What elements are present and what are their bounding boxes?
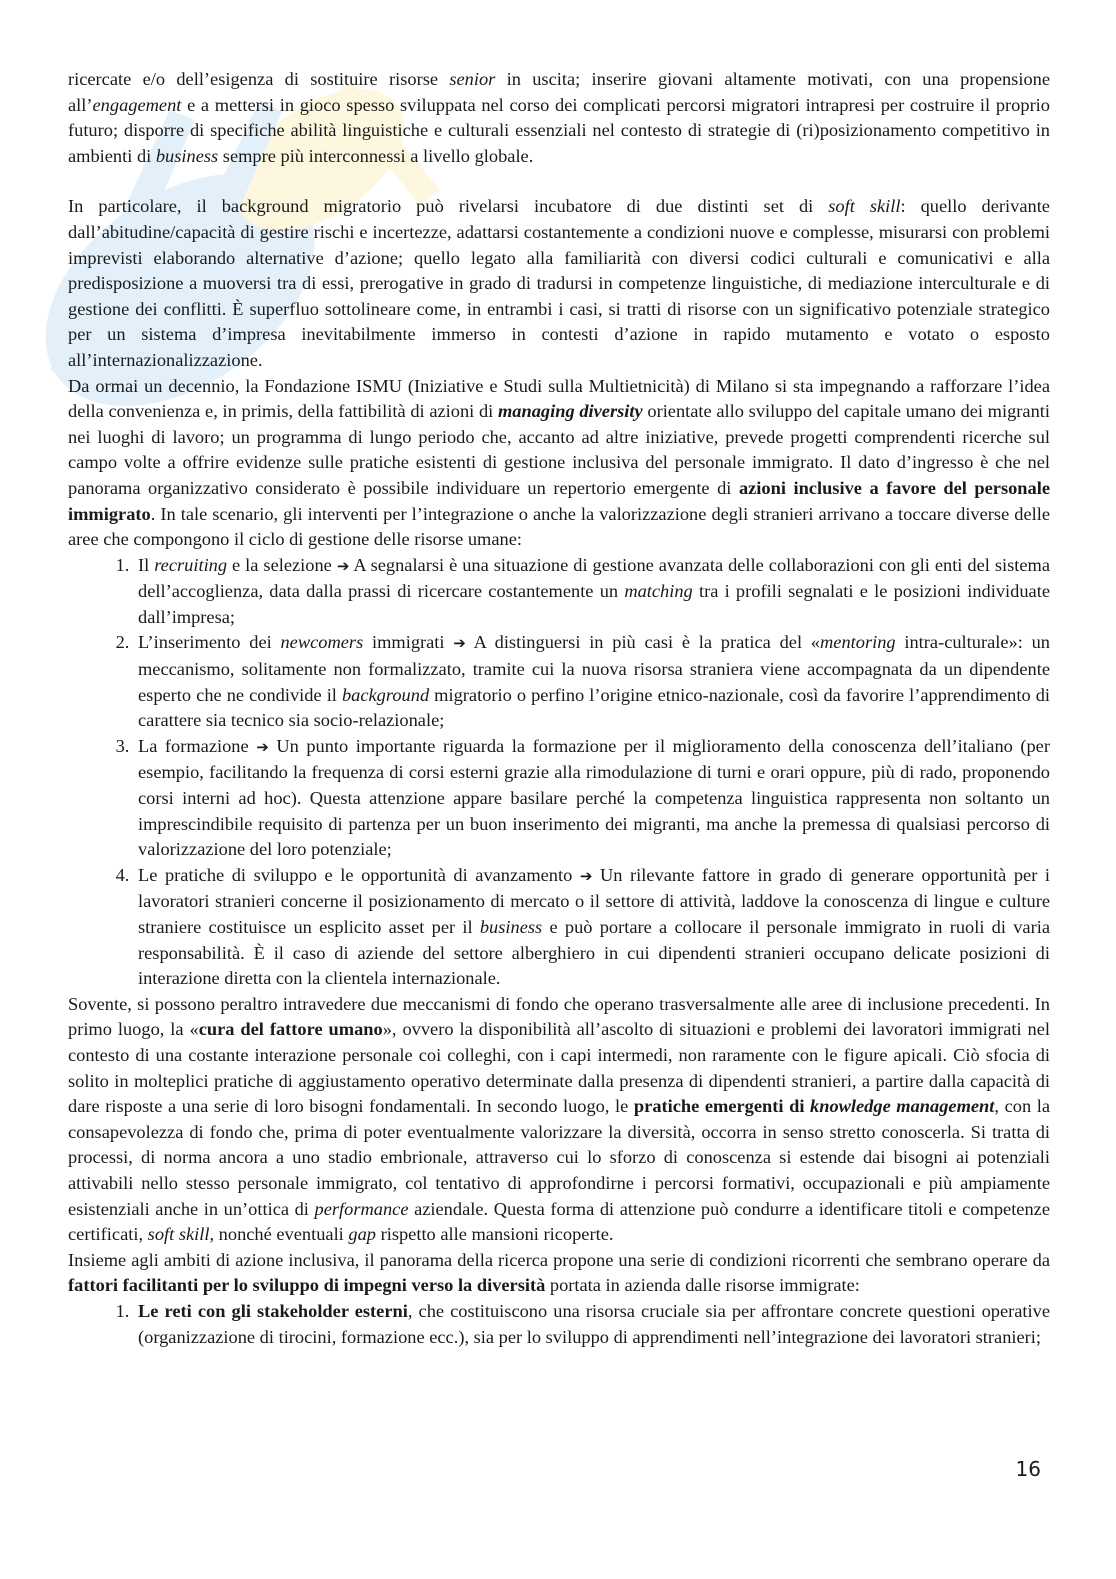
arrow-right-icon: ➔ — [336, 556, 350, 575]
arrow-right-icon: ➔ — [453, 634, 466, 653]
text-run: Da ormai un decennio, la Fondazione ISMU (Iniziative e Studi sulla Multietnicità) di Milano si sta impegnando a rafforzare l’idea della convenienza e, in primis, della fattibilità di azioni di — [68, 375, 1050, 422]
bold-term: cura del fattore umano — [198, 1019, 383, 1040]
italic-term: soft skill — [828, 196, 901, 217]
list-item: 4. Le pratiche di sviluppo e le opportunità di avanzamento ➔ Un rilevante fattore in grado di generare opportunità per i lavoratori stranieri concerne il posizionamento di mercato o il settore di attività, laddove la conoscenza di lingue e culture straniere costituisce un esplicito asset per il business e può portare a collocare il personale immigrato in ruoli di varia responsabilità. È il caso di aziende del settore alberghiero in cui dipendenti stranieri occupano delicate posizioni di interazione diretta con la clientela internazionale. — [134, 863, 1050, 992]
text-run: . In tale scenario, gli interventi per l’integrazione o anche la valorizzazione degli stranieri arrivano a toccare diverse delle aree che compongono il ciclo di gestione delle risorse umane: — [68, 503, 1050, 550]
facilitating-factors-list — [68, 1299, 1050, 1350]
hr-areas-list — [68, 553, 1050, 992]
text-run: orientate allo sviluppo del capitale umano dei migranti nei luoghi di lavoro; un programma di lungo periodo che, accanto ad altre iniziative, prevede progetti comprendenti ricerche sul campo volte a offrire evidenze sulle pratiche esistenti di gestione inclusiva del personale immigrato. Il dato d’ingresso è che nel panorama organizzativo considerato è possibile individuare un repertorio emergente di — [68, 401, 1050, 498]
italic-term: background — [341, 684, 430, 705]
page-content — [68, 67, 1050, 1350]
italic-term: newcomers — [280, 632, 364, 653]
paragraph-3 — [68, 374, 1050, 553]
italic-term: senior — [449, 69, 496, 89]
bold-italic-term: knowledge management — [810, 1096, 995, 1117]
italic-term: performance — [314, 1198, 409, 1219]
bold-term: azioni inclusive a favore del personale immigrato — [68, 477, 1050, 524]
bold-italic-term: managing diversity — [497, 401, 643, 422]
text-run: : quello derivante dall’abitudine/capacità di gestire rischi e incertezze, adattarsi costantemente a condizioni nuove e complesse, misurarsi con problemi imprevisti elaborando alternative d’azione; quello legato alla familiarità con diversi codici culturali e comunicativi e alla predisposizione a muoversi tra di essi, prerogative in grado di tradursi in competenze linguistiche, di mediazione interculturale e di gestione dei conflitti. È superfluo sottolineare come, in entrambi i casi, si tratti di risorse con un significativo potenziale strategico per un sistema d’impresa inevitabilmente immerso in contesti d’azione in rapido mutamento e votato o esposto all’internazionalizzazione. — [68, 196, 1050, 370]
text-run: ricercate e/o dell’esigenza di sostituire risorse — [68, 69, 450, 89]
text-run: e a mettersi in gioco spesso sviluppata nel corso dei complicati percorsi migratori intrapresi per costruire il proprio futuro; disporre di specifiche abilità linguistiche e culturali essenziali nel contesto di strategie di (ri)posizionamento competitivo in ambienti di — [68, 94, 1050, 166]
arrow-right-icon: ➔ — [579, 866, 593, 885]
italic-term: mentoring — [820, 632, 896, 653]
italic-term: gap — [348, 1224, 376, 1245]
list-item: 1. Il recruiting e la selezione ➔ A segnalarsi è una situazione di gestione avanzata delle collaborazioni con gli enti del sistema dell’accoglienza, data dalla prassi di ricercare costantemente un matching tra i profili segnalati e le posizioni individuate dall’impresa; — [134, 553, 1050, 631]
italic-term: engagement — [92, 94, 182, 115]
paragraph-spacer — [68, 169, 1050, 194]
text-run: sempre più interconnessi a livello globale. — [218, 145, 534, 166]
list-item: 2. L’inserimento dei newcomers immigrati ➔ A distinguersi in più casi è la pratica del «mentoring intra-culturale»: un meccanismo, solitamente non formalizzato, tramite cui la nuova risorsa straniera viene accompagnata da un dipendente esperto che ne condivide il background migratorio o perfino l’origine etnico-nazionale, così da favorire l’apprendimento di carattere sia tecnico sia socio-relazionale; — [134, 630, 1050, 733]
list-item: 1. Le reti con gli stakeholder esterni, che costituiscono una risorsa cruciale sia per affrontare concrete questioni operative (organizzazione di tirocini, formazione ecc.), sia per lo sviluppo di apprendimenti nell’integrazione dei lavoratori stranieri; — [134, 1299, 1050, 1350]
list-item: 3. La formazione ➔ Un punto importante riguarda la formazione per il miglioramento della conoscenza dell’italiano (per esempio, facilitando la frequenza di corsi esterni grazie alla rimodulazione di turni e orari oppure, più di rado, proponendo corsi interni ad hoc). Questa attenzione appare basilare perché la competenza linguistica rappresenta non soltanto un imprescindibile requisito di partenza per un buon inserimento dei migranti, ma anche la premessa di qualsiasi percorso di valorizzazione del loro potenziale; — [134, 734, 1050, 863]
italic-term: matching — [624, 581, 693, 602]
bold-term: pratiche emergenti di — [633, 1096, 811, 1117]
page-number: 16 — [1015, 1457, 1041, 1481]
bold-term: fattori facilitanti per lo sviluppo di impegni verso la diversità — [68, 1275, 546, 1296]
italic-term: recruiting — [154, 554, 228, 575]
bold-term: Le reti con gli stakeholder esterni — [138, 1300, 408, 1321]
text-run: in uscita; inserire giovani altamente motivati, con una propensione all’ — [68, 69, 1050, 115]
paragraph-5: Insieme agli ambiti di azione inclusiva, il panorama della ricerca propone una serie di condizioni ricorrenti che sembrano operare da fattori facilitanti per lo sviluppo di impegni verso la diversità portata in azienda dalle risorse immigrate: — [68, 1249, 1050, 1296]
text-run: In particolare, il background migratorio può rivelarsi incubatore di due distinti set di — [68, 196, 829, 217]
paragraph-4: Sovente, si possono peraltro intravedere due meccanismi di fondo che operano trasversalmente alle aree di inclusione precedenti. In primo luogo, la «cura del fattore umano», ovvero la disponibilità all’ascolto di situazioni e problemi dei lavoratori immigrati nel contesto di una costante interazione personale coi colleghi, con i capi intermedi, non raramente con le figure apicali. Ciò sfocia di solito in molteplici pratiche di aggiustamento operativo determinate dalla presenza di dipendenti stranieri, a partire dalla capacità di dare risposte a una serie di loro bisogni fondamentali. In secondo luogo, le pratiche emergenti di knowledge management, con la consapevolezza di fondo che, prima di poter eventualmente valorizzare la diversità, occorra in senso stretto conoscerla. Si tratta di processi, di norma ancora a uno stadio embrionale, attraverso cui lo sforzo di conoscenza si estende dai bisogni ai potenziali attivabili nello stesso personale immigrato, col tentativo di approfondirne i percorsi formativi, occupazionali e più ampiamente esistenziali anche in un’ottica di performance aziendale. Questa forma di attenzione può condurre a identificare titoli e competenze certificati, soft skill, nonché eventuali gap rispetto alle mansioni ricoperte. — [68, 993, 1051, 1245]
paragraph-1 — [68, 67, 1050, 169]
arrow-right-icon: ➔ — [256, 737, 269, 756]
italic-term: soft skill — [147, 1224, 210, 1245]
italic-term: business — [479, 917, 543, 937]
italic-term: business — [155, 145, 219, 166]
paragraph-2 — [68, 194, 1050, 373]
